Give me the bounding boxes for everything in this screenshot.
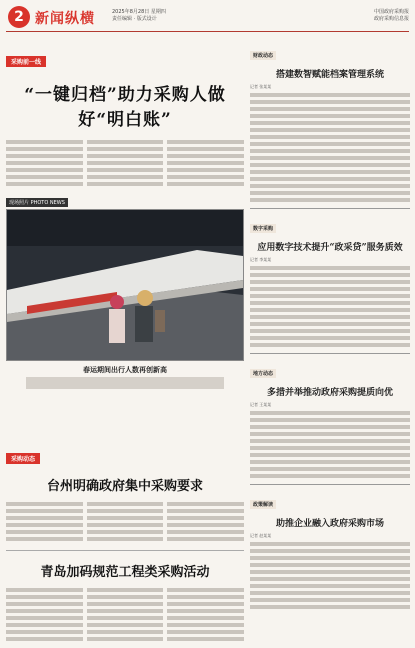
text-line [167,537,244,541]
text-line [167,588,244,592]
publication-name: 中国政府采购报 [373,9,409,15]
text-line [6,616,83,620]
text-line [6,182,83,186]
text-line [6,623,83,627]
text-line [250,474,410,478]
text-line [250,432,410,436]
text-line [87,616,164,620]
issue-meta [112,9,166,23]
text-line [250,322,410,326]
photo-caption-text [26,377,224,389]
section-number-badge: 2 [8,6,30,28]
text-line [167,623,244,627]
right-author: 记者 李某某 [250,257,272,262]
text-line [250,591,410,595]
story-kicker: 采购前一线 [6,56,46,67]
right-kicker: 政策解读 [250,500,276,509]
text-line [250,467,410,471]
main-story-columns [6,140,244,189]
news-photo [6,209,244,361]
text-line [250,273,410,277]
story-column [87,502,164,544]
text-line [167,516,244,520]
text-line [87,147,164,151]
issue-date: 2025年8月28日 星期四 [112,9,166,15]
story-column [167,502,244,544]
right-kicker: 数字采购 [250,224,276,233]
main-headline: “一键归档”助力采购人做好“明白账” [24,85,226,130]
text-line [6,161,83,165]
text-line [250,411,410,415]
text-line [167,140,244,144]
text-line [87,154,164,158]
text-line [167,147,244,151]
text-line [250,170,410,174]
text-line [6,516,83,520]
text-line [87,509,164,513]
text-line [250,425,410,429]
text-line [250,100,410,104]
text-line [250,598,410,602]
text-line [6,637,83,641]
text-line [6,609,83,613]
text-line [250,280,410,284]
text-line [250,177,410,181]
text-line [6,509,83,513]
text-line [167,509,244,513]
text-line [250,135,410,139]
text-line [87,523,164,527]
text-line [87,161,164,165]
main-story [6,38,244,395]
section-title: 新闻纵横 [35,11,95,27]
right-author: 记者 赵某某 [250,533,272,538]
text-line [250,605,410,609]
text-line [167,602,244,606]
right-headline: 多措并举推动政府采购提质向优 [266,388,393,398]
text-line [250,329,410,333]
text-line [250,336,410,340]
bottom-story-2-columns [6,588,244,644]
text-line [250,156,410,160]
text-line [167,182,244,186]
text-line [167,616,244,620]
right-headline: 助推企业融入政府采购市场 [275,519,384,529]
text-line [6,175,83,179]
story-column-3 [167,140,244,189]
issue-editor: 责任编辑 · 版式设计 [112,16,157,22]
text-line [250,542,410,546]
text-line [167,630,244,634]
text-line [250,191,410,195]
text-line [250,308,410,312]
text-line [167,161,244,165]
text-line [87,175,164,179]
text-line [87,630,164,634]
text-line [87,602,164,606]
right-kicker: 财政动态 [250,51,276,60]
text-line [6,595,83,599]
text-line [250,446,410,450]
right-divider [250,208,410,209]
right-divider [250,353,410,354]
train-station-photo [7,210,243,360]
text-line [167,168,244,172]
text-line [250,107,410,111]
text-line [167,502,244,506]
text-line [250,198,410,202]
text-line [167,637,244,641]
text-line [250,439,410,443]
bottom-section [6,446,244,644]
text-line [167,154,244,158]
text-line [250,121,410,125]
bottom-headline-1: 台州明确政府集中采购要求 [46,479,203,494]
publication-meta [374,9,409,23]
text-line [6,630,83,634]
right-author: 记者 王某某 [250,402,272,407]
text-line [87,182,164,186]
right-headline: 搭建数智赋能档案管理系统 [275,70,384,80]
photo-label: 现场照片 PHOTO NEWS [6,198,68,207]
story-column [6,588,83,644]
text-line [6,168,83,172]
text-line [250,563,410,567]
text-line [250,460,410,464]
bottom-headline-2: 青岛加码规范工程类采购活动 [40,565,210,580]
text-line [6,537,83,541]
text-line [6,602,83,606]
text-line [250,184,410,188]
story-column [6,502,83,544]
text-line [250,570,410,574]
text-line [250,294,410,298]
text-line [250,266,410,270]
text-line [250,301,410,305]
story-column [167,588,244,644]
text-line [250,453,410,457]
story-column-2 [87,140,164,189]
text-line [250,142,410,146]
text-line [6,140,83,144]
text-line [250,163,410,167]
text-line [167,523,244,527]
bottom-story-1-columns [6,502,244,544]
text-line [250,577,410,581]
text-line [87,530,164,534]
text-line [167,175,244,179]
bottom-divider [6,550,244,551]
right-headline: 应用数字技术提升“政采贷”服务质效 [257,243,403,253]
text-line [6,154,83,158]
text-line [250,315,410,319]
text-line [250,93,410,97]
right-section-2 [250,215,410,347]
text-line [250,556,410,560]
text-line [6,147,83,151]
text-line [250,128,410,132]
text-line [6,523,83,527]
right-column [250,42,410,612]
text-line [250,549,410,553]
text-line [250,343,410,347]
right-section-4 [250,491,410,609]
story-column-1 [6,140,83,189]
right-author: 记者 张某某 [250,84,272,89]
text-line [87,623,164,627]
text-line [250,149,410,153]
text-line [87,168,164,172]
text-line [167,530,244,534]
masthead [0,0,415,40]
right-section-3 [250,360,410,478]
text-line [167,609,244,613]
text-line [6,588,83,592]
right-kicker: 地方动态 [250,369,276,378]
story-column [87,588,164,644]
text-line [87,637,164,641]
photo-caption-title: 春运期间出行人数再创新高 [83,365,167,374]
bottom-kicker: 采购动态 [6,453,40,464]
text-line [87,537,164,541]
text-line [250,114,410,118]
text-line [250,287,410,291]
text-line [6,530,83,534]
masthead-rule [6,31,409,32]
text-line [87,502,164,506]
text-line [250,418,410,422]
text-line [87,595,164,599]
text-line [87,140,164,144]
text-line [87,588,164,592]
text-line [250,584,410,588]
text-line [87,516,164,520]
text-line [6,502,83,506]
text-line [167,595,244,599]
right-divider [250,484,410,485]
text-line [87,609,164,613]
right-section-1 [250,42,410,202]
publication-subtitle: 政府采购信息报 [373,16,409,22]
